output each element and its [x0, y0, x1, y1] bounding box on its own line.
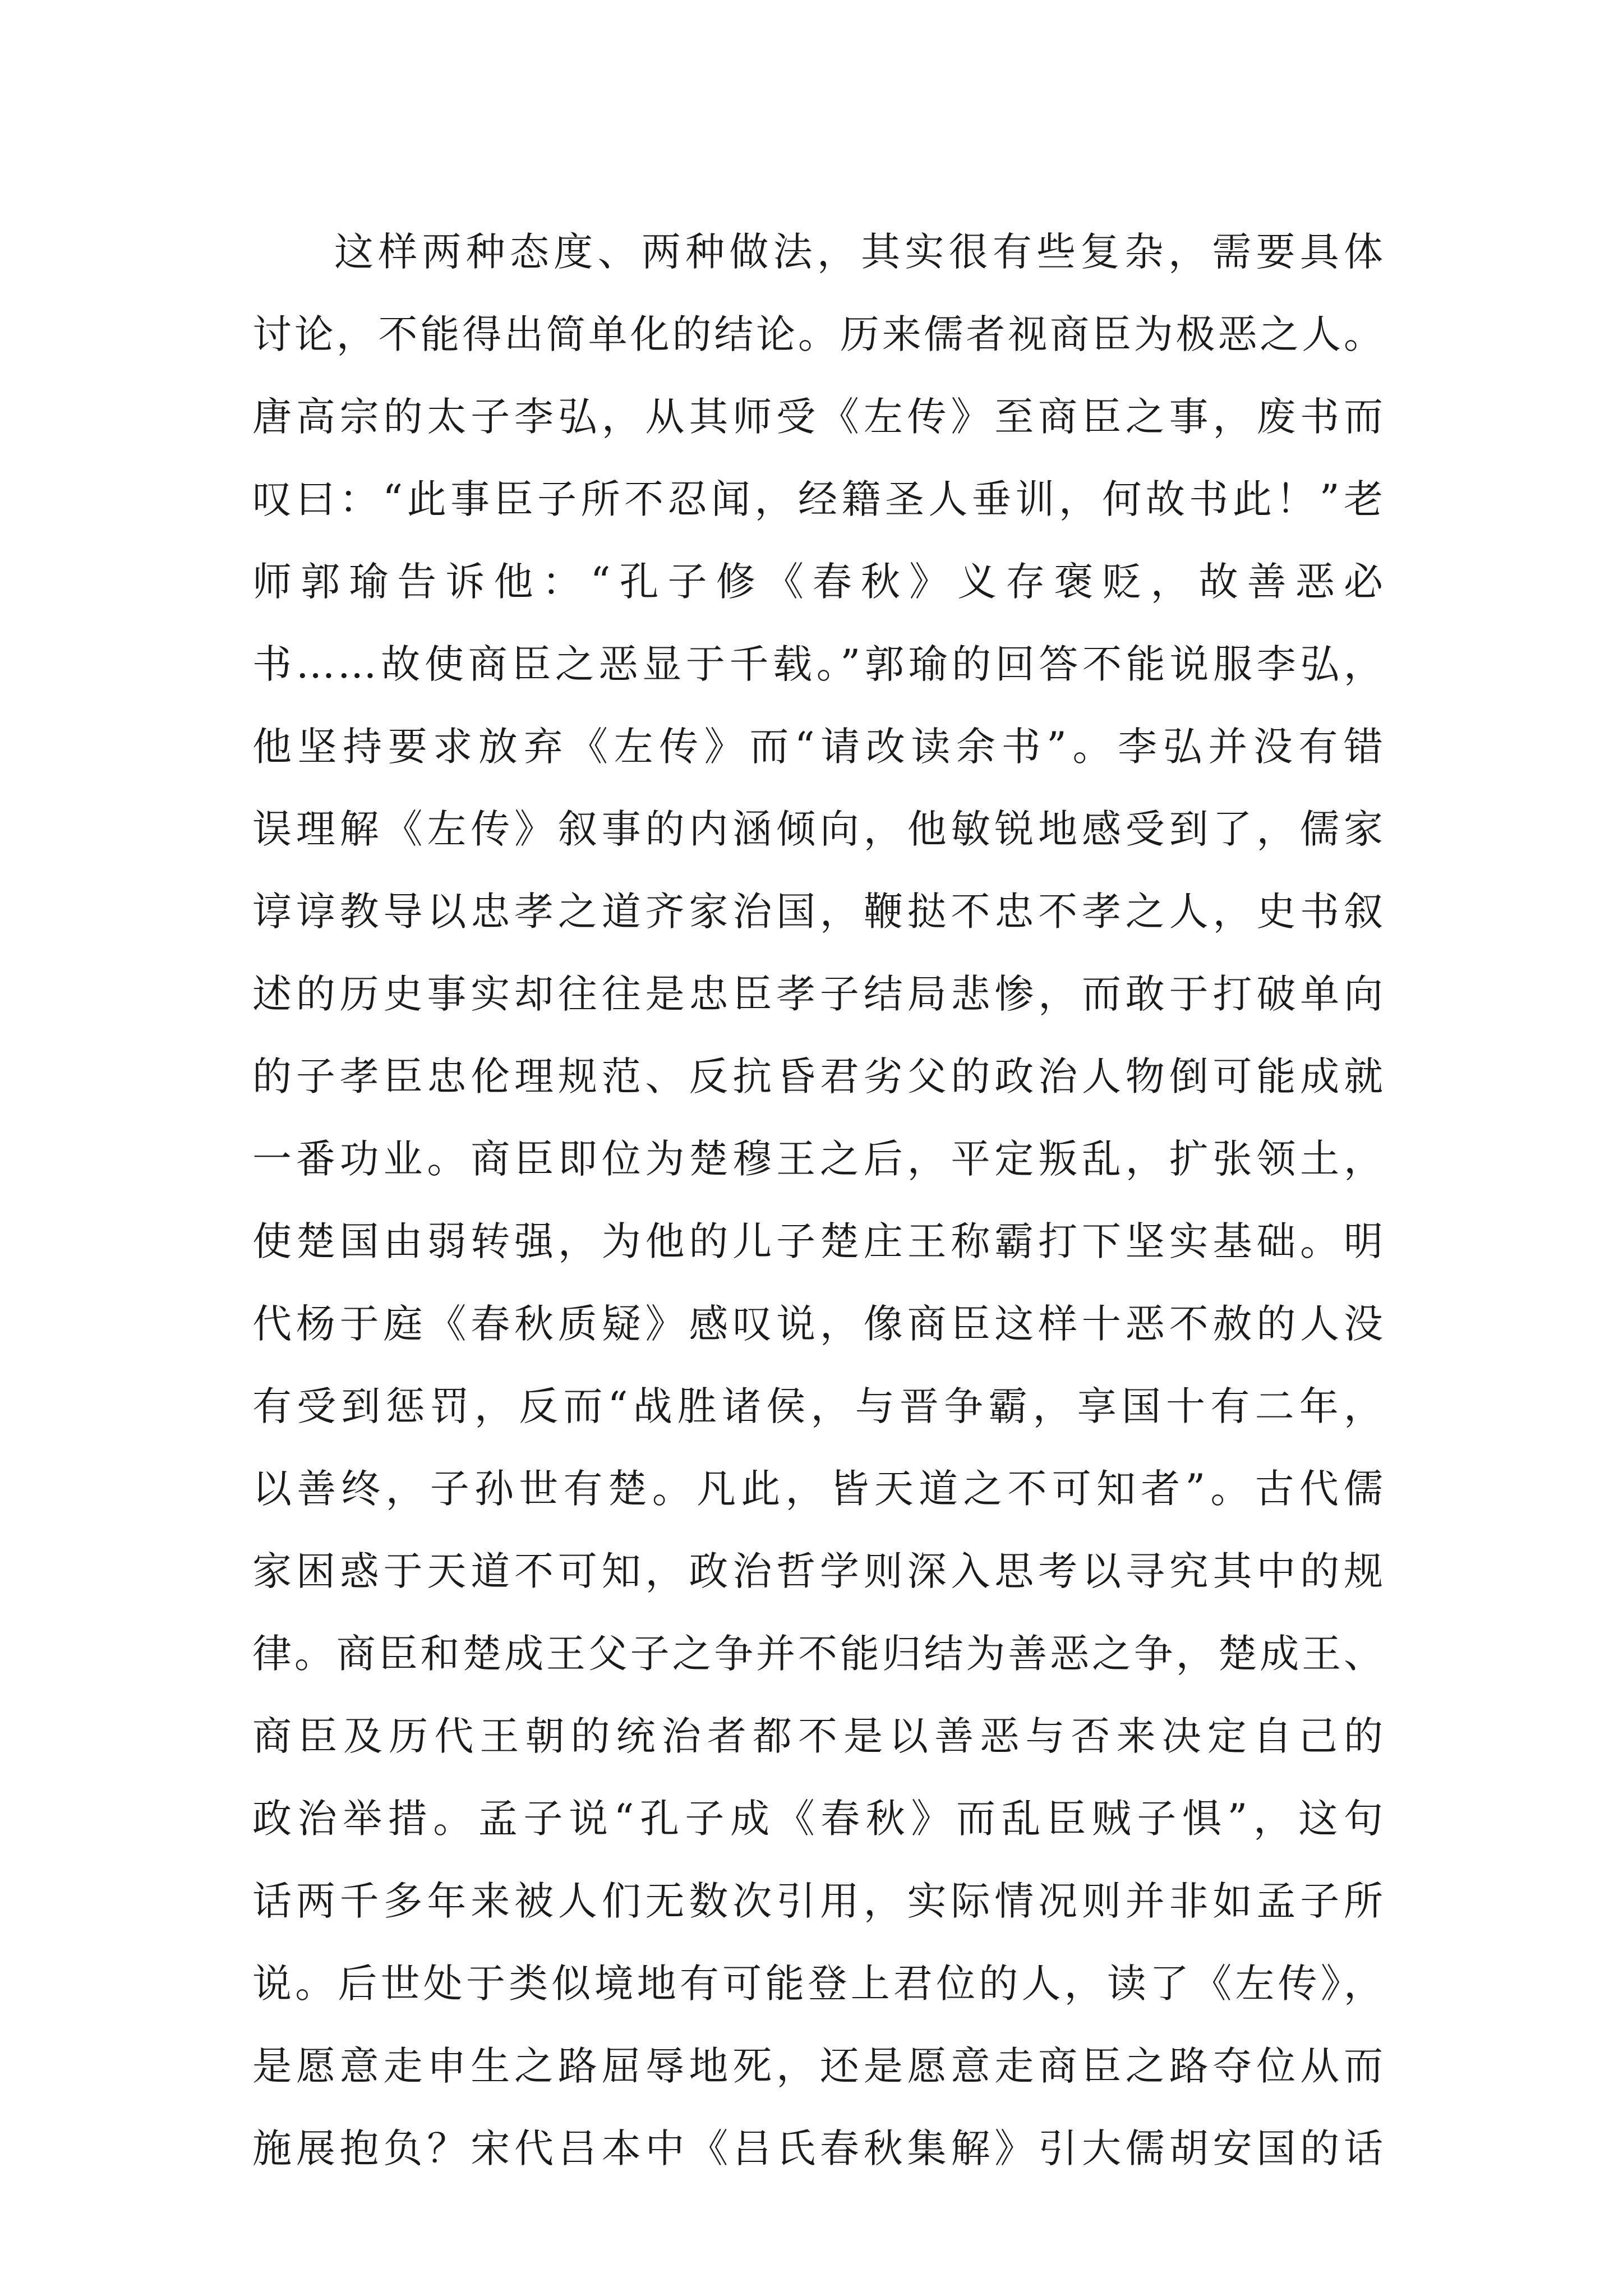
- text-line: 师郭瑜告诉他：“孔子修《春秋》义存褒贬，故善恶必: [252, 559, 1385, 605]
- text-line: 误理解《左传》叙事的内涵倾向，他敏锐地感受到了，儒家: [252, 806, 1385, 852]
- text-line: 的子孝臣忠伦理规范、反抗昏君劣父的政治人物倒可能成就: [252, 1053, 1385, 1099]
- text-line: 以善终，子孙世有楚。凡此，皆天道之不可知者”。古代儒: [252, 1466, 1385, 1512]
- text-line: 施展抱负？宋代吕本中《吕氏春秋集解》引大儒胡安国的话: [252, 2125, 1385, 2171]
- text-line: 讨论，不能得出简单化的结论。历来儒者视商臣为极恶之人。: [252, 311, 1385, 357]
- text-line: 他坚持要求放弃《左传》而“请改读余书”。李弘并没有错: [252, 724, 1385, 770]
- text-line: 家困惑于天道不可知，政治哲学则深入思考以寻究其中的规: [252, 1548, 1385, 1594]
- text-line: 代杨于庭《春秋质疑》感叹说，像商臣这样十恶不赦的人没: [252, 1301, 1385, 1347]
- text-line: 是愿意走申生之路屈辱地死，还是愿意走商臣之路夺位从而: [252, 2043, 1385, 2089]
- text-line: 有受到惩罚，反而“战胜诸侯，与晋争霸，享国十有二年，: [252, 1383, 1385, 1429]
- text-line: 话两千多年来被人们无数次引用，实际情况则并非如孟子所: [252, 1878, 1385, 1924]
- text-line: 律。商臣和楚成王父子之争并不能归结为善恶之争，楚成王、: [252, 1631, 1385, 1677]
- text-line: 使楚国由弱转强，为他的儿子楚庄王称霸打下坚实基础。明: [252, 1218, 1385, 1264]
- text-line: 说。后世处于类似境地有可能登上君位的人，读了《左传》，: [252, 1961, 1385, 2007]
- text-line: 唐高宗的太子李弘，从其师受《左传》至商臣之事，废书而: [252, 394, 1385, 440]
- text-line: 叹曰：“此事臣子所不忍闻，经籍圣人垂训，何故书此！”老: [252, 476, 1385, 522]
- text-line: 政治举措。孟子说“孔子成《春秋》而乱臣贼子惧”，这句: [252, 1796, 1385, 1842]
- text-line: 这样两种态度、两种做法，其实很有些复杂，需要具体: [334, 229, 1385, 275]
- text-line: 商臣及历代王朝的统治者都不是以善恶与否来决定自己的: [252, 1713, 1385, 1759]
- text-line: 一番功业。商臣即位为楚穆王之后，平定叛乱，扩张领土，: [252, 1136, 1385, 1182]
- text-line: 书……故使商臣之恶显于千载。”郭瑜的回答不能说服李弘，: [252, 641, 1385, 687]
- text-line: 述的历史事实却往往是忠臣孝子结局悲惨，而敢于打破单向: [252, 971, 1385, 1017]
- body-paragraph: [252, 211, 1385, 2190]
- text-line: 谆谆教导以忠孝之道齐家治国，鞭挞不忠不孝之人，史书叙: [252, 889, 1385, 935]
